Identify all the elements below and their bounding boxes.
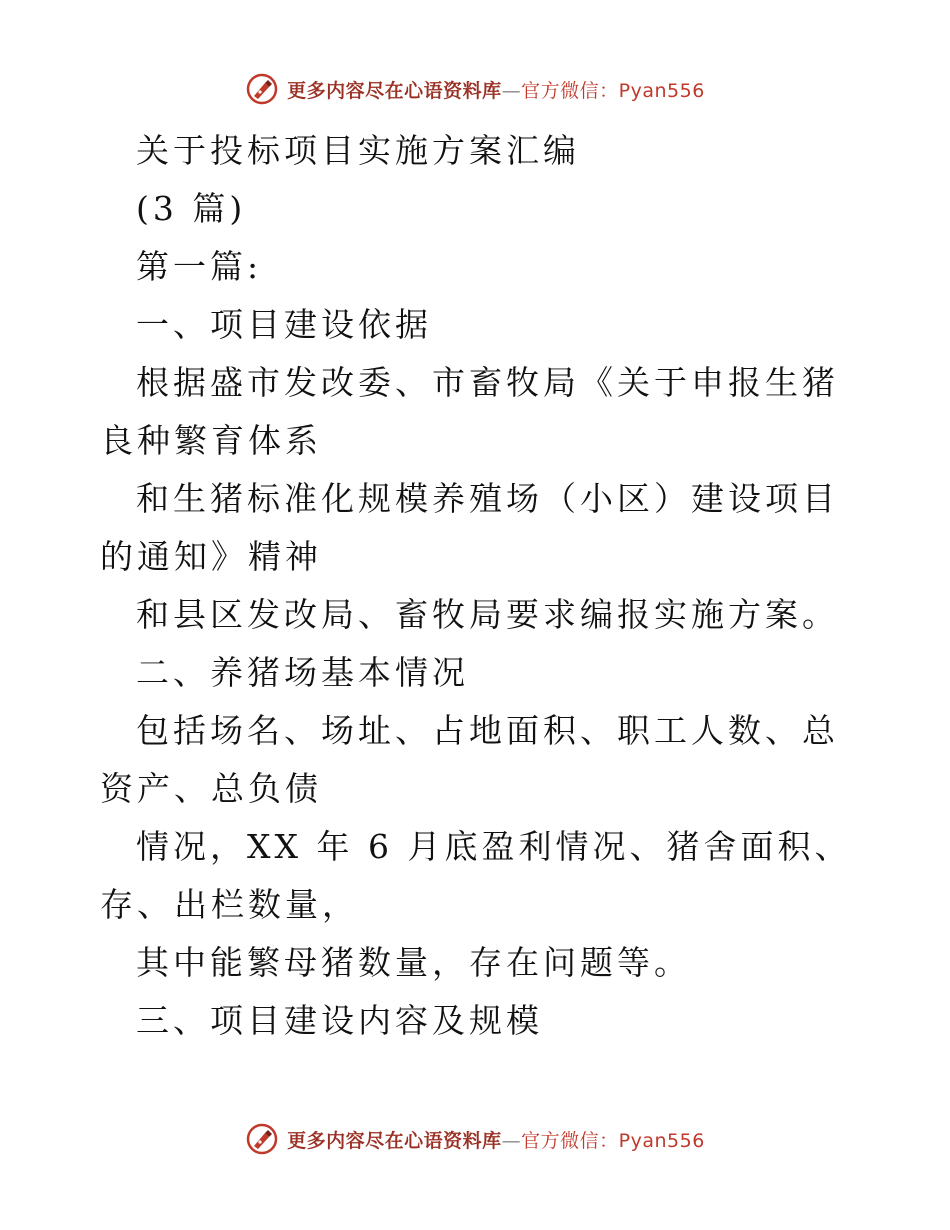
- heading-3: 三、项目建设内容及规模: [136, 1001, 543, 1040]
- paragraph: 情况，XX 年 6 月底盈利情况、猪舍面积、存、出栏数量，: [100, 827, 852, 924]
- watermark-contact: 官方微信：Pyan556: [521, 79, 705, 102]
- paragraph: 包括场名、场址、占地面积、职工人数、总资产、总负债: [100, 711, 839, 808]
- watermark-text: [287, 1126, 705, 1153]
- footer-watermark: [0, 1122, 950, 1156]
- doc-title: 关于投标项目实施方案汇编: [136, 131, 580, 170]
- paragraph: 根据盛市发改委、市畜牧局《关于申报生猪良种繁育体系: [100, 363, 839, 460]
- header-watermark: [0, 72, 950, 106]
- doc-subtitle: (3 篇): [136, 189, 247, 228]
- watermark-text: [287, 76, 705, 103]
- heading-2: 二、养猪场基本情况: [136, 653, 469, 692]
- pen-nib-logo-icon: [245, 72, 279, 106]
- paragraph: 其中能繁母猪数量，存在问题等。: [136, 943, 691, 982]
- watermark-brand: 更多内容尽在心语资料库: [287, 1129, 502, 1152]
- document-body: [100, 122, 860, 1050]
- watermark-brand: 更多内容尽在心语资料库: [287, 79, 502, 102]
- paragraph: 和县区发改局、畜牧局要求编报实施方案。: [136, 595, 839, 634]
- watermark-separator: —: [501, 79, 522, 102]
- watermark-separator: —: [501, 1129, 522, 1152]
- watermark-contact: 官方微信：Pyan556: [521, 1129, 705, 1152]
- section-label: 第一篇:: [136, 247, 263, 286]
- paragraph: 和生猪标准化规模养殖场（小区）建设项目的通知》精神: [100, 479, 839, 576]
- pen-nib-logo-icon: [245, 1122, 279, 1156]
- heading-1: 一、项目建设依据: [136, 305, 432, 344]
